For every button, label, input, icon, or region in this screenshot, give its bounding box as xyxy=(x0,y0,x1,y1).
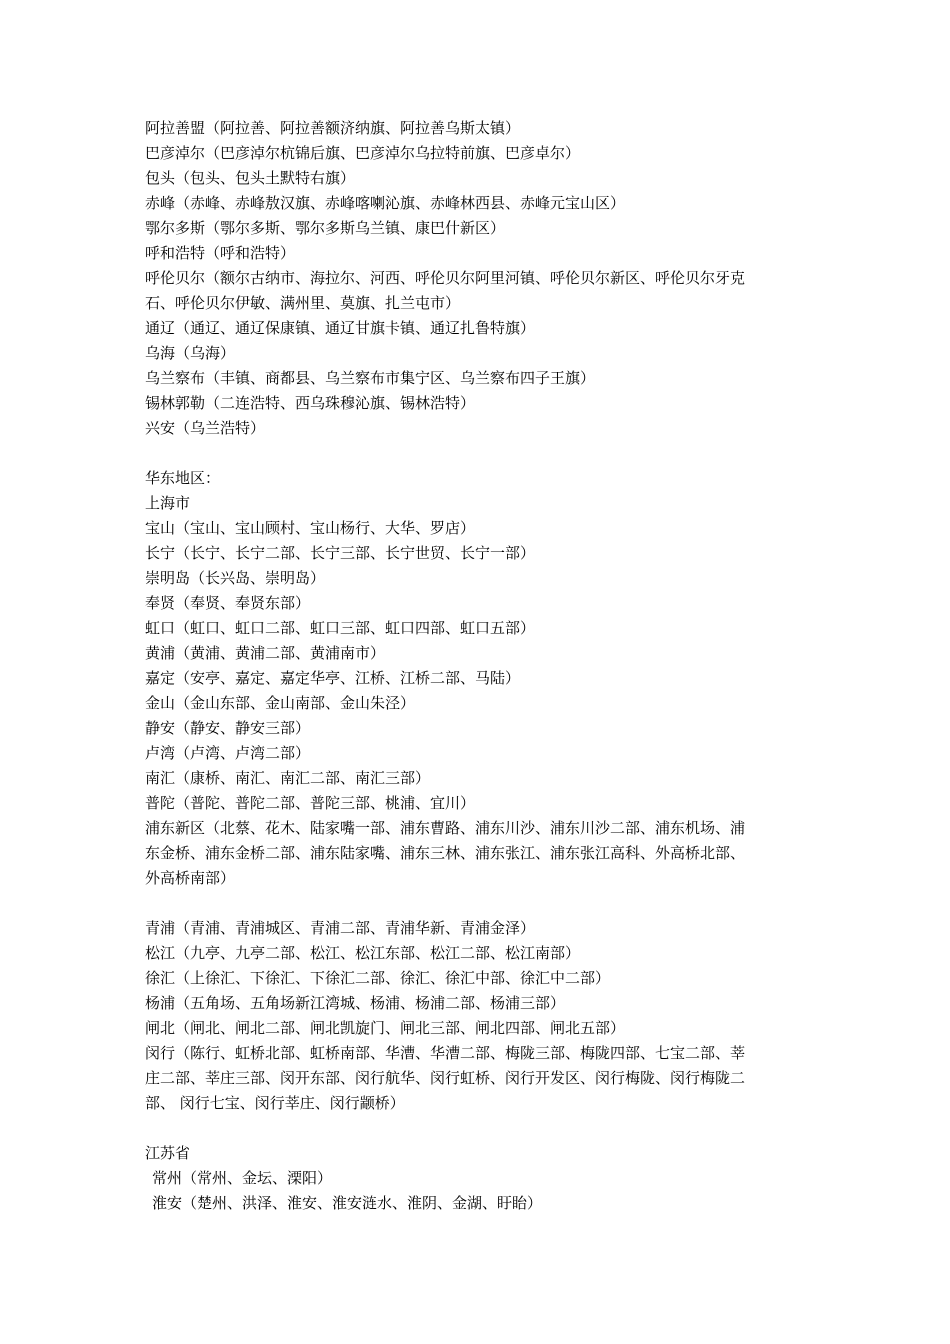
text-line: 锡林郭勒（二连浩特、西乌珠穆沁旗、锡林浩特） xyxy=(145,394,476,412)
text-line: 呼和浩特（呼和浩特） xyxy=(145,244,296,262)
text-line: 淮安（楚州、洪泽、淮安、淮安涟水、淮阴、金湖、盱眙） xyxy=(152,1194,543,1212)
text-line: 崇明岛（长兴岛、崇明岛） xyxy=(145,569,326,587)
text-line: 普陀（普陀、普陀二部、普陀三部、桃浦、宜川） xyxy=(145,794,476,812)
text-line: 浦东新区（北蔡、花木、陆家嘴一部、浦东曹路、浦东川沙、浦东川沙二部、浦东机场、浦 xyxy=(145,819,746,837)
text-line: 兴安（乌兰浩特） xyxy=(145,419,266,437)
text-line: 闸北（闸北、闸北二部、闸北凯旋门、闸北三部、闸北四部、闸北五部） xyxy=(145,1019,626,1037)
text-line: 外高桥南部） xyxy=(145,869,236,887)
text-line: 乌兰察布（丰镇、商都县、乌兰察布市集宁区、乌兰察布四子王旗） xyxy=(145,369,596,387)
text-line: 闵行（陈行、虹桥北部、虹桥南部、华漕、华漕二部、梅陇三部、梅陇四部、七宝二部、莘 xyxy=(145,1044,746,1062)
text-line: 徐汇（上徐汇、下徐汇、下徐汇二部、徐汇、徐汇中部、徐汇中二部） xyxy=(145,969,611,987)
text-line: 呼伦贝尔（额尔古纳市、海拉尔、河西、呼伦贝尔阿里河镇、呼伦贝尔新区、呼伦贝尔牙克 xyxy=(145,269,746,287)
text-line: 鄂尔多斯（鄂尔多斯、鄂尔多斯乌兰镇、康巴什新区） xyxy=(145,219,506,237)
text-line: 阿拉善盟（阿拉善、阿拉善额济纳旗、阿拉善乌斯太镇） xyxy=(145,119,521,137)
text-line: 巴彦淖尔（巴彦淖尔杭锦后旗、巴彦淖尔乌拉特前旗、巴彦卓尔） xyxy=(145,144,581,162)
text-line: 金山（金山东部、金山南部、金山朱泾） xyxy=(145,694,416,712)
text-line: 南汇（康桥、南汇、南汇二部、南汇三部） xyxy=(145,769,431,787)
document-body xyxy=(145,116,815,1216)
section-heading: 华东地区： xyxy=(145,469,221,487)
text-line: 部、 闵行七宝、闵行莘庄、闵行颛桥） xyxy=(145,1094,405,1112)
text-line: 青浦（青浦、青浦城区、青浦二部、青浦华新、青浦金泽） xyxy=(145,919,536,937)
text-line: 常州（常州、金坛、溧阳） xyxy=(152,1169,333,1187)
text-line: 长宁（长宁、长宁二部、长宁三部、长宁世贸、长宁一部） xyxy=(145,544,536,562)
text-line: 嘉定（安亭、嘉定、嘉定华亭、江桥、江桥二部、马陆） xyxy=(145,669,521,687)
text-line: 松江（九亭、九亭二部、松江、松江东部、松江二部、松江南部） xyxy=(145,944,581,962)
blank-line xyxy=(145,1116,815,1141)
text-line: 庄二部、莘庄三部、闵开东部、闵行航华、闵行虹桥、闵行开发区、闵行梅陇、闵行梅陇二 xyxy=(145,1069,746,1087)
blank-line xyxy=(145,441,815,466)
text-line: 乌海（乌海） xyxy=(145,344,236,362)
text-line: 包头（包头、包头土默特右旗） xyxy=(145,169,356,187)
text-line: 静安（静安、静安三部） xyxy=(145,719,311,737)
text-line: 通辽（通辽、通辽保康镇、通辽甘旗卡镇、通辽扎鲁特旗） xyxy=(145,319,536,337)
text-line: 黄浦（黄浦、黄浦二部、黄浦南市） xyxy=(145,644,386,662)
text-line: 赤峰（赤峰、赤峰敖汉旗、赤峰喀喇沁旗、赤峰林西县、赤峰元宝山区） xyxy=(145,194,626,212)
text-line: 虹口（虹口、虹口二部、虹口三部、虹口四部、虹口五部） xyxy=(145,619,536,637)
blank-line xyxy=(145,891,815,916)
text-line: 东金桥、浦东金桥二部、浦东陆家嘴、浦东三林、浦东张江、浦东张江高科、外高桥北部、 xyxy=(145,844,746,862)
text-line: 卢湾（卢湾、卢湾二部） xyxy=(145,744,311,762)
subsection-heading: 上海市 xyxy=(145,494,191,512)
text-line: 宝山（宝山、宝山顾村、宝山杨行、大华、罗店） xyxy=(145,519,476,537)
text-line: 石、呼伦贝尔伊敏、满州里、莫旗、扎兰屯市） xyxy=(145,294,461,312)
subsection-heading: 江苏省 xyxy=(145,1144,191,1162)
text-line: 杨浦（五角场、五角场新江湾城、杨浦、杨浦二部、杨浦三部） xyxy=(145,994,566,1012)
text-line: 奉贤（奉贤、奉贤东部） xyxy=(145,594,311,612)
